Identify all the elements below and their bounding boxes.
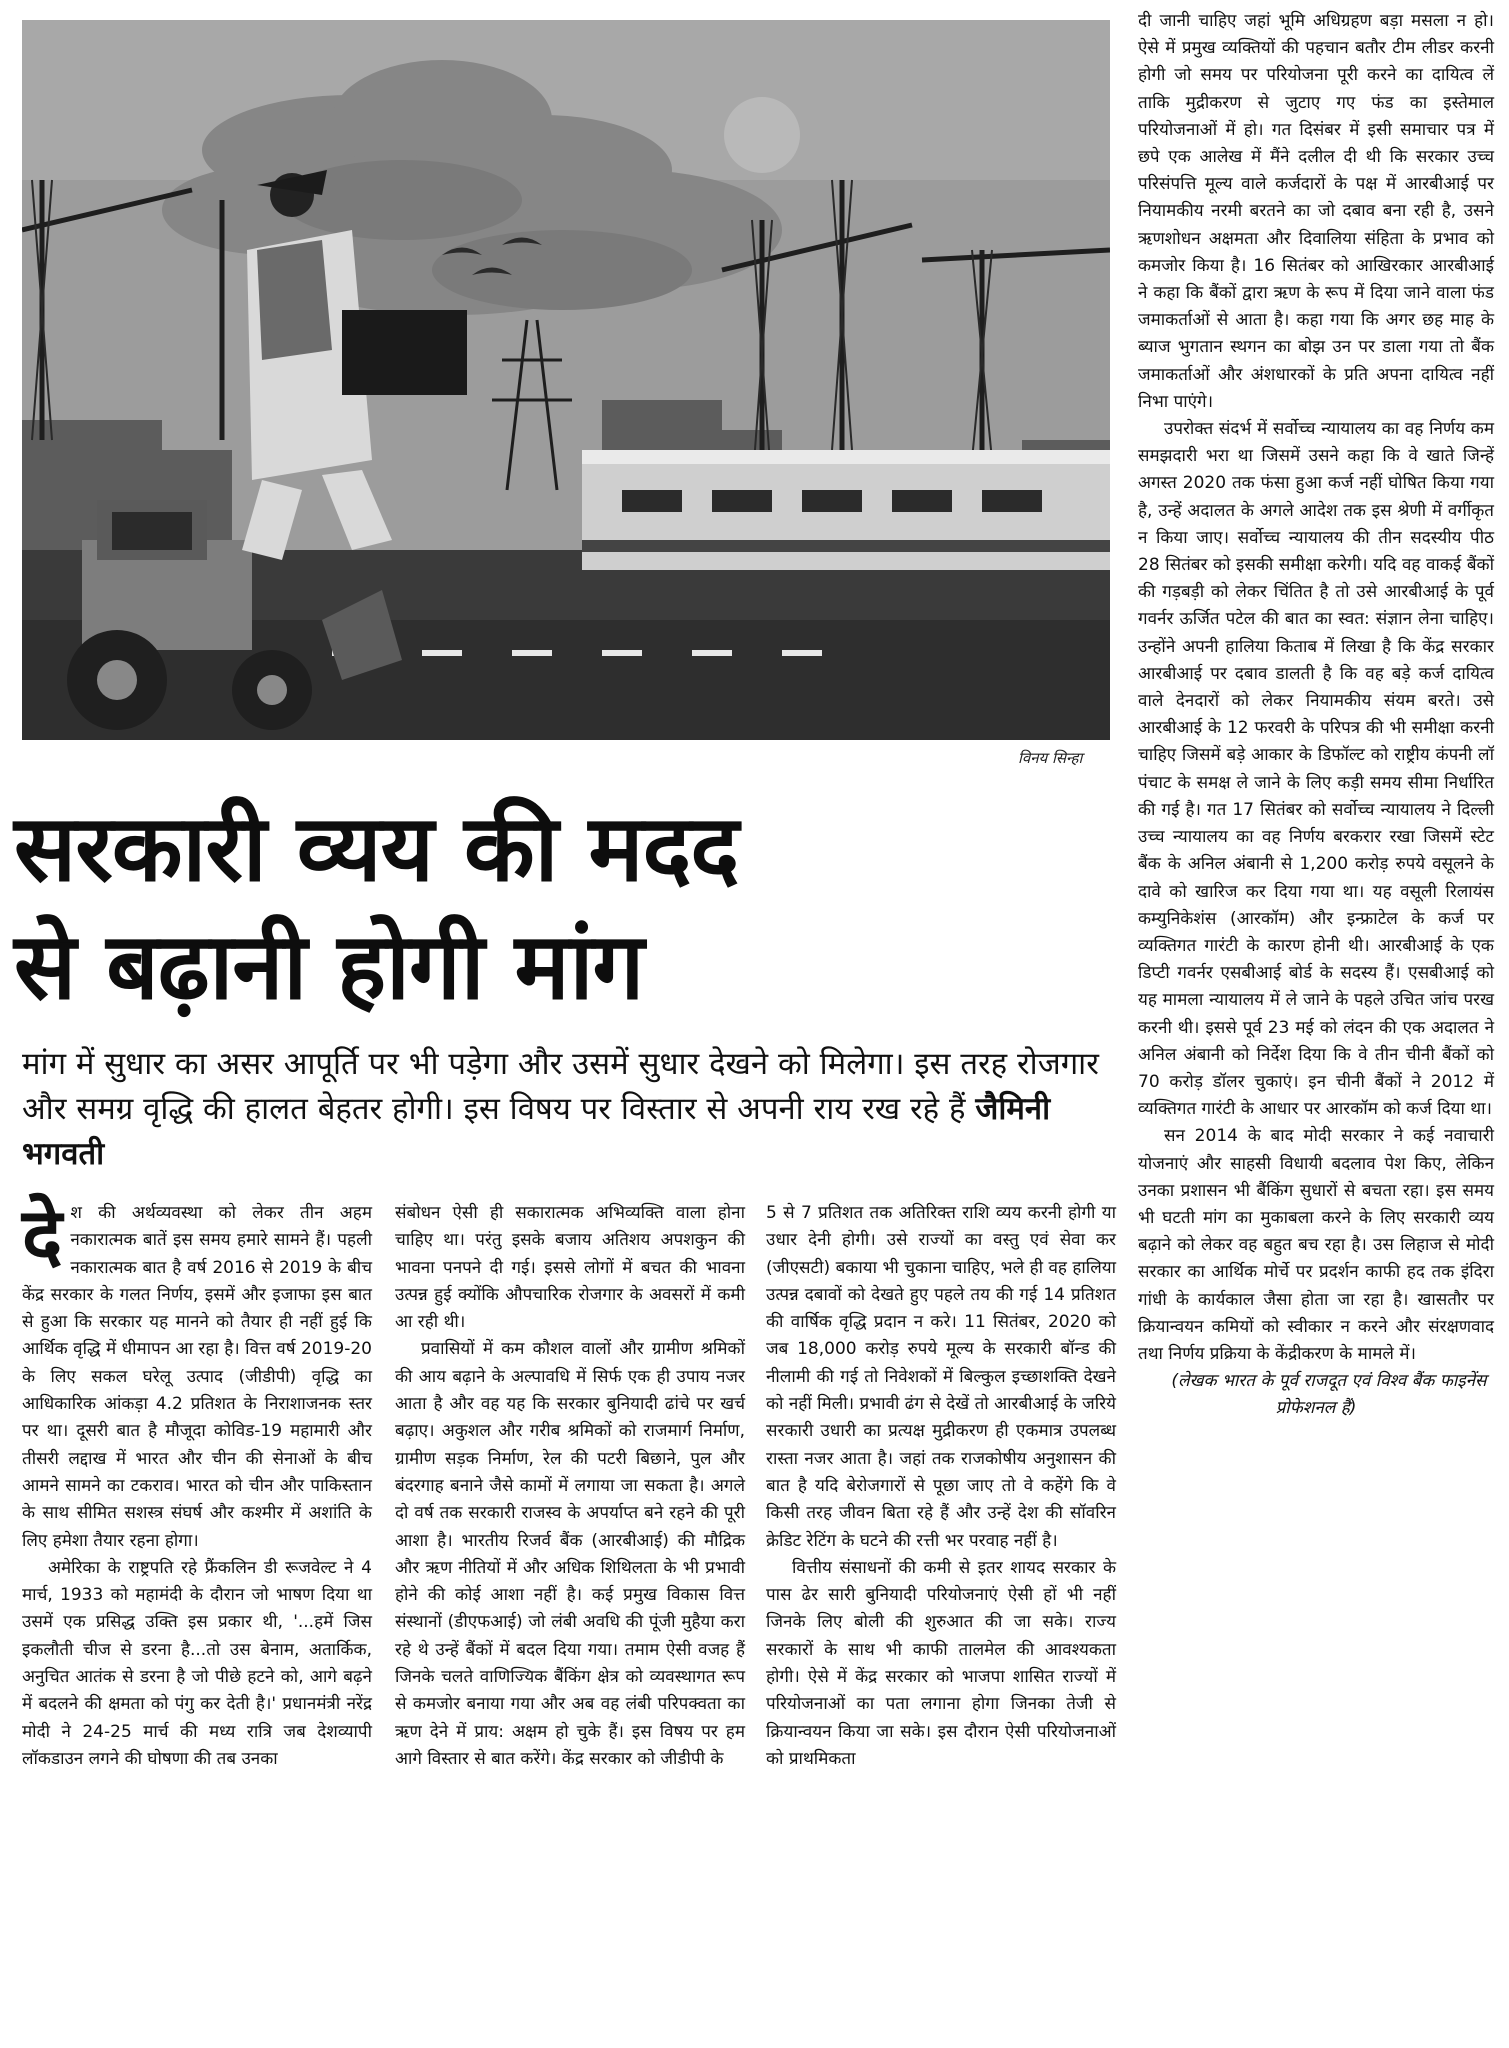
article-deck <box>22 1042 1102 1177</box>
illustration-credit: विनय सिन्हा <box>1018 749 1083 767</box>
article-column-2 <box>395 1200 745 1773</box>
headline-line-2: से बढ़ानी होगी मांग <box>14 913 644 1020</box>
author-name: जैमिनी भगवती <box>22 1091 1051 1172</box>
paragraph: अमेरिका के राष्ट्रपति रहे फ्रैंकलिन डी रूजवेल्ट ने 4 मार्च, 1933 को महामंदी के दौरान जो भाषण दिया था उसमें एक प्रसिद्ध उक्ति इस प्रकार थी, '...हमें जिस इकलौती चीज से डरना है...तो उस बेनाम, अतार्किक, अनुचित आतंक से डरना है जो पीछे हटने को, आगे बढ़ने में बदलने की क्षमता को पंगु कर देती है।' प्रधानमंत्री नरेंद्र मोदी ने 24-25 मार्च की मध्य रात्रि जब देशव्यापी लॉकडाउन लगने की घोषणा की तब उनका <box>22 1557 372 1769</box>
paragraph: संबोधन ऐसी ही सकारात्मक अभिव्यक्ति वाला होना चाहिए था। परंतु इसके बजाय अतिशय अपशकुन की भावना पनपने दी गई। इससे लोगों में बचत की भावना उत्पन्न हुई क्योंकि औपचारिक रोजगार के अवसरों में कमी आ रही थी। <box>395 1203 745 1333</box>
deck-text: मांग में सुधार का असर आपूर्ति पर भी पड़ेगा और उसमें सुधार देखने को मिलेगा। इस तरह रोजगार और समग्र वृद्धि की हालत बेहतर होगी। इस विषय पर विस्तार से अपनी राय रख रहे हैं <box>22 1046 1099 1127</box>
article-column-1 <box>22 1191 372 1773</box>
headline <box>14 790 1114 1026</box>
headline-line-1: सरकारी व्यय की मदद <box>14 795 739 902</box>
paragraph: वित्तीय संसाधनों की कमी से इतर शायद सरकार के पास ढेर सारी बुनियादी परियोजनाएं ऐसी हों भी नहीं जिनके लिए बोली की शुरुआत की जा सके। राज्य सरकारों के साथ भी काफी तालमेल की आवश्यकता होगी। ऐसे में केंद्र सरकार को भाजपा शासित राज्यों में परियोजनाओं का पता लगाना होगा जिनका तेजी से क्रियान्वयन किया जा सके। इस दौरान ऐसी परियोजनाओं को प्राथमिकता <box>766 1557 1116 1769</box>
paragraph <box>22 1191 372 1555</box>
paragraph: प्रवासियों में कम कौशल वालों और ग्रामीण श्रमिकों की आय बढ़ाने के अल्पावधि में सिर्फ एक ही उपाय नजर आता है और वह यह कि सरकार बुनियादी ढांचे पर खर्च बढ़ाए। अकुशल और गरीब श्रमिकों को राजमार्ग निर्माण, ग्रामीण सड़क निर्माण, रेल की पटरी बिछाने, पुल और बंदरगाह बनाने जैसे कामों में लगाया जा सकता है। अगले दो वर्ष तक सरकारी राजस्व के अपर्याप्त बने रहने की पूरी आशा है। भारतीय रिजर्व बैंक (आरबीआई) की मौद्रिक और ऋण नीतियों में और अधिक शिथिलता के भी प्रभावी होने की कोई आशा नहीं है। कई प्रमुख विकास वित्त संस्थानों (डीएफआई) जो लंबी अवधि की पूंजी मुहैया करा रहे थे उन्हें बैंकों में बदल दिया गया। तमाम ऐसी वजह हैं जिनके चलते वाणिज्यिक बैंकिंग क्षेत्र को व्यवस्थागत रूप से कमजोर बनाया गया और अब वह लंबी परिपक्वता का ऋण देने में प्राय: अक्षम हो चुके हैं। इस विषय पर हम आगे विस्तार से बात करेंगे। केंद्र सरकार को जीडीपी के <box>395 1339 745 1769</box>
paragraph-text: श की अर्थव्यवस्था को लेकर तीन अहम नकारात्मक बातें इस समय हमारे सामने हैं। पहली नकारात्मक बात है वर्ष 2016 से 2019 के बीच केंद्र सरकार के गलत निर्णय, इसमें और इजाफा इस बात से हुआ कि सरकार यह मानने को तैयार ही नहीं हुई कि आर्थिक वृद्धि में धीमापन आ रहा है। वित्त वर्ष 2019-20 के लिए सकल घरेलू उत्पाद (जीडीपी) वृद्धि का आधिकारिक आंकड़ा 4.2 प्रतिशत के निराशाजनक स्तर पर था। दूसरी बात है मौजूदा कोविड-19 महामारी और तीसरी लद्दाख में भारत और चीन की सेनाओं के बीच आमने सामने का टकराव। भारत को चीन और पाकिस्तान के साथ सीमित सशस्त्र संघर्ष और कश्मीर में अशांति के लिए हमेशा तैयार रहना होगा। <box>22 1203 372 1551</box>
article-column-3 <box>766 1200 1116 1773</box>
article-illustration <box>22 20 1110 740</box>
paragraph: दी जानी चाहिए जहां भूमि अधिग्रहण बड़ा मसला न हो। ऐसे में प्रमुख व्यक्तियों की पहचान बतौर टीम लीडर करनी होगी जो समय पर परियोजना पूरी करने का दायित्व लें ताकि मुद्रीकरण से जुटाए गए फंड का इस्तेमाल परियोजनाओं में हो। गत दिसंबर में इसी समाचार पत्र में छपे एक आलेख में मैंने दलील दी थी कि सरकार उच्च परिसंपत्ति मूल्य वाले कर्जदारों के पक्ष में आरबीआई पर नियामकीय नरमी बरतने का जो दबाव बना रही है, उसने ऋणशोधन अक्षमता और दिवालिया संहिता के प्रभाव को कमजोर किया है। 16 सितंबर को आखिरकार आरबीआई ने कहा कि बैंकों द्वारा ऋण के रूप में दिया जाने वाला फंड जमाकर्ताओं से आता है। कहा गया कि अगर छह माह के ब्याज भुगतान स्थगन का बोझ उन पर डाला गया तो बैंक जमाकर्ताओं और अंशधारकों के प्रति अपना दायित्व नहीं निभा पाएंगे। <box>1138 11 1494 412</box>
author-footnote: (लेखक भारत के पूर्व राजदूत एवं विश्व बैंक फाइनेंस प्रोफेशनल हैं) <box>1171 1371 1487 1419</box>
paragraph: उपरोक्त संदर्भ में सर्वोच्च न्यायालय का वह निर्णय कम समझदारी भरा था जिसमें उसने कहा कि वे खाते जिन्हें अगस्त 2020 तक फंसा हुआ कर्ज नहीं घोषित किया गया है, उन्हें अदालत के अगले आदेश तक इस श्रेणी में वर्गीकृत न किया जाए। सर्वोच्च न्यायालय की तीन सदस्यीय पीठ 28 सितंबर को इसकी समीक्षा करेगी। यदि वह वाकई बैंकों की गड़बड़ी को लेकर चिंतित है तो उसे आरबीआई के पूर्व गवर्नर ऊर्जित पटेल की बात का स्वत: संज्ञान लेना चाहिए। उन्होंने अपनी हालिया किताब में लिखा है कि केंद्र सरकार आरबीआई पर दबाव डालती है कि वह बड़े कर्ज दायित्व वाले देनदारों को लेकर नियामकीय संयम बरते। उसे आरबीआई के 12 फरवरी के परिपत्र की भी समीक्षा करनी चाहिए जिसमें बड़े आकार के डिफॉल्ट को राष्ट्रीय कंपनी लॉ पंचाट के समक्ष ले जाने के लिए कड़ी समय सीमा निर्धारित की गई है। गत 17 सितंबर को सर्वोच्च न्यायालय ने दिल्ली उच्च न्यायालय का वह निर्णय बरकरार रखा जिसमें स्टेट बैंक के अनिल अंबानी से 1,200 करोड़ रुपये वसूलने के दावे को खारिज कर दिया गया था। यह वसूली रिलायंस कम्युनिकेशंस (आरकॉम) और इन्फ्राटेल के कर्ज पर व्यक्तिगत गारंटी के कारण होनी थी। आरबीआई के एक डिप्टी गवर्नर एसबीआई बोर्ड के सदस्य हैं। एसबीआई को यह मामला न्यायालय में ले जाने के पहले उचित जांच परख करनी थी। इससे पूर्व 23 मई को लंदन की एक अदालत ने अनिल अंबानी को निर्देश दिया कि वे तीन चीनी बैंकों को 70 करोड़ डॉलर चुकाएं। इन चीनी बैंकों ने 2012 में व्यक्तिगत गारंटी के आधार पर आरकॉम को कर्ज दिया था। <box>1138 419 1494 1120</box>
paragraph: सन 2014 के बाद मोदी सरकार ने कई नवाचारी योजनाएं और साहसी विधायी बदलाव पेश किए, लेकिन उनका प्रशासन भी बैंकिंग सुधारों से बचता रहा। इस समय भी घटती मांग का मुकाबला करने के लिए सरकारी व्यय बढ़ाने को लेकर वह बहुत बच रहा है। उस लिहाज से मोदी सरकार का आर्थिक मोर्चे पर प्रदर्शन काफी हद तक इंदिरा गांधी के कार्यकाल जैसा होता जा रहा है। खासतौर पर क्रियान्वयन कमियों को स्वीकार न करने और संरक्षणवाद तथा निर्णय प्रक्रिया के केंद्रीकरण के मामले में। <box>1138 1126 1494 1364</box>
paragraph: 5 से 7 प्रतिशत तक अतिरिक्त राशि व्यय करनी होगी या उधार देनी होगी। उसे राज्यों का वस्तु एवं सेवा कर (जीएसटी) बकाया भी चुकाना चाहिए, भले ही वह हालिया उत्पन्न दबावों को देखते हुए पहले तय की गई 14 प्रतिशत की वार्षिक वृद्धि प्रदान न करे। 11 सितंबर, 2020 को जब 18,000 करोड़ रुपये मूल्य के सरकारी बॉन्ड की नीलामी की गई तो निवेशकों में बिल्कुल इच्छाशक्ति देखने को नहीं मिली। प्रभावी ढंग से देखें तो आरबीआई के जरिये सरकारी उधारी का प्रत्यक्ष मुद्रीकरण ही एकमात्र उपलब्ध रास्ता नजर आता है। जहां तक राजकोषीय अनुशासन की बात है यदि बेरोजगारों से पूछा जाए तो वे कहेंगे कि वे किसी तरह जीवन बिता रहे हैं और उन्हें देश की सॉवरिन क्रेडिट रेटिंग के घटने की रत्ती भर परवाह नहीं है। <box>766 1203 1116 1551</box>
article-column-4 <box>1138 8 1494 1423</box>
construction-illustration-icon <box>22 20 1110 740</box>
drop-cap: दे <box>22 1191 63 1280</box>
